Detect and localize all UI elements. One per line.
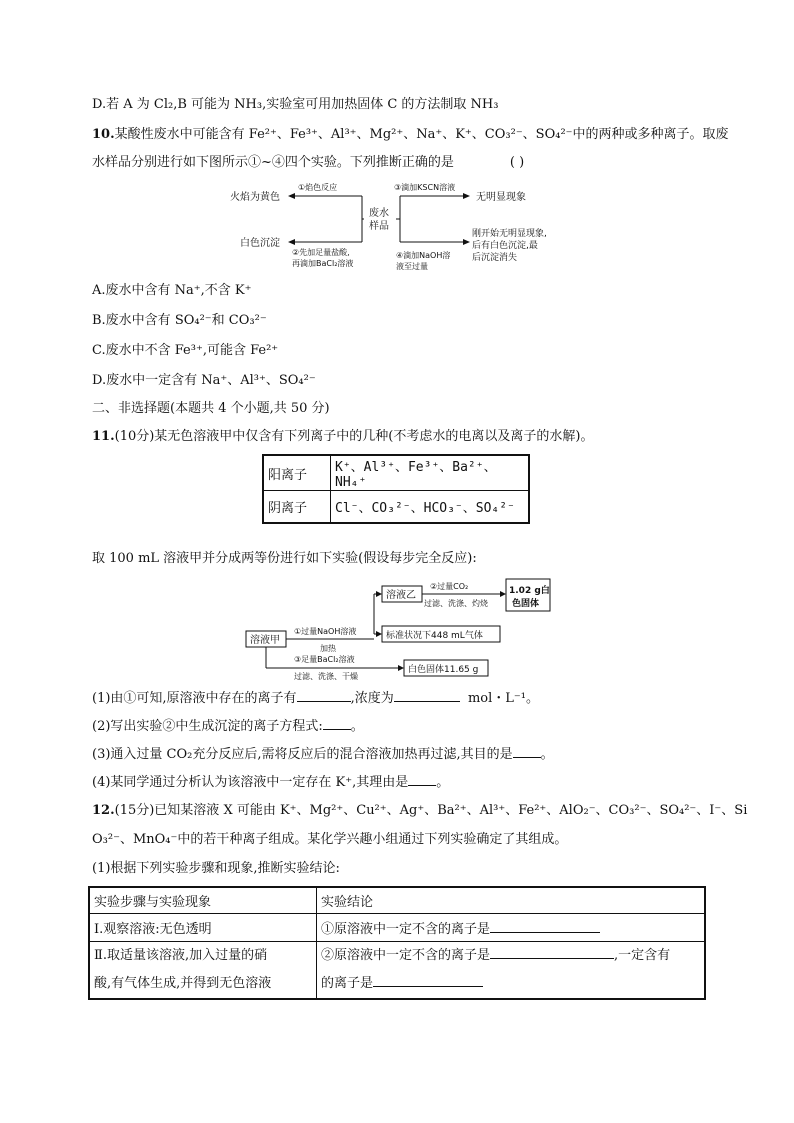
q12-row2-step-line2: 酸,有气体生成,并得到无色溶液 (94, 975, 272, 991)
q11-sub3-text: (3)通入过量 CO₂充分反应后,需将反应后的混合溶液加热再过滤,其目的是 (92, 747, 513, 762)
q10-number: 10. (92, 127, 115, 142)
q11-row2-ions: Cl⁻、CO₃²⁻、HCO₃⁻、SO₄²⁻ (331, 491, 530, 523)
q10-option-c: C.废水中不含 Fe³⁺,可能含 Fe²⁺ (92, 343, 279, 358)
q11-row1-ions: K⁺、Al³⁺、Fe³⁺、Ba²⁺、NH₄⁺ (331, 455, 530, 491)
q11-sub3-blank[interactable] (513, 744, 541, 758)
q11-ion-table (262, 454, 530, 524)
q12-row1-conclusion (317, 913, 706, 941)
q11-sub2-blank[interactable] (323, 716, 351, 730)
q12-experiment-table (88, 886, 706, 1000)
q11-sub4-text: (4)某同学通过分析认为该溶液中一定存在 K⁺,其理由是 (92, 775, 409, 790)
q10-stem-line1 (92, 126, 729, 144)
q11-stem-text: (10分)某无色溶液甲中仅含有下列离子中的几种(不考虑水的电离以及离子的水解)。 (114, 429, 594, 444)
q12-row2-conclusion (317, 941, 706, 999)
q10-exp2-label-2: 再滴加BaCl₂溶液 (292, 259, 354, 268)
q10-option-b: B.废水中含有 SO₄²⁻和 CO₃²⁻ (92, 313, 267, 328)
q11-sub4-blank[interactable] (408, 772, 436, 786)
q10-exp3-result: 无明显现象 (476, 192, 526, 203)
q11-step1-sub: 加热 (320, 644, 336, 653)
q12-sub1: (1)根据下列实验步骤和现象,推断实验结论: (92, 861, 340, 876)
q10-exp4-label-1: ④滴加NaOH溶 (396, 251, 451, 260)
q11-row1-label: 阳离子 (263, 455, 331, 491)
q11-sub2-period: 。 (350, 719, 364, 734)
q11-number: 11. (92, 429, 115, 444)
q10-stem-line2 (92, 154, 524, 172)
q10-exp4-label-2: 液至过量 (396, 262, 428, 271)
q11-sub1-text-b: ,浓度为 (350, 691, 394, 706)
q11-gas-result: 标准状况下448 mL气体 (386, 631, 483, 641)
q10-center-label-1: 废水 (369, 208, 389, 219)
q12-header-conclusion: 实验结论 (317, 887, 706, 913)
q12-row1-step: Ⅰ.观察溶液:无色透明 (89, 913, 317, 941)
q10-option-a: A.废水中含有 Na⁺,不含 K⁺ (92, 283, 252, 298)
q12-row2-text-b: ,一定含有 (614, 947, 671, 963)
q10-center-label-2: 样品 (369, 221, 389, 232)
q11-step3-sub: 过滤、洗涤、干燥 (294, 672, 358, 681)
q12-stem2: O₃²⁻、MnO₄⁻中的若干种离子组成。某化学兴趣小组通过下列实验确定了其组成。 (92, 832, 568, 847)
q11-sub3-period: 。 (540, 747, 554, 762)
q11-experiment-diagram (244, 576, 564, 682)
q12-row2-text-a: ②原溶液中一定不含的离子是 (321, 947, 491, 963)
q12-row2-blank-1[interactable] (490, 945, 614, 959)
q12-row2-step (89, 941, 317, 999)
q12-row2-text-c: 的离子是 (321, 975, 374, 991)
q11-intro: 取 100 mL 溶液甲并分成两等份进行如下实验(假设每步完全反应): (92, 551, 477, 566)
q9-option-d: D.若 A 为 Cl₂,B 可能为 NH₃,实验室可用加热固体 C 的方法制取 NH₃ (92, 97, 499, 112)
q11-solid1-line1: 1.02 g白 (509, 586, 550, 596)
q11-sub1-unit: mol・L⁻¹。 (467, 691, 539, 706)
q10-experiment-diagram (228, 176, 568, 280)
q10-option-d: D.废水中一定含有 Na⁺、Al³⁺、SO₄²⁻ (92, 373, 316, 388)
q11-step1-label: ①过量NaOH溶液 (294, 627, 357, 636)
q11-row2-label: 阴离子 (263, 491, 331, 523)
section-heading: 二、非选择题(本题共 4 个小题,共 50 分) (92, 401, 330, 416)
q12-stem1: (15分)已知某溶液 X 可能由 K⁺、Mg²⁺、Cu²⁺、Ag⁺、Ba²⁺、Al³⁺、Fe²⁺、AlO₂⁻、CO₃²⁻、SO₄²⁻、I⁻、Si (114, 803, 748, 818)
q11-sub1 (92, 688, 539, 708)
q11-sub2-text: (2)写出实验②中生成沉淀的离子方程式: (92, 719, 323, 734)
q11-step2-label: ②过量CO₂ (430, 582, 469, 591)
q10-exp1-result: 火焰为黄色 (230, 192, 280, 203)
q12-number: 12. (92, 803, 115, 818)
q11-step2-sub: 过滤、洗涤、灼烧 (424, 599, 488, 608)
q11-solution-yi: 溶液乙 (386, 590, 416, 601)
q12-row2-step-line1: Ⅱ.取适量该溶液,加入过量的硝 (94, 947, 268, 963)
q11-sub1-blank-conc[interactable] (394, 688, 460, 702)
q10-exp4-result-2: 后有白色沉淀,最 (472, 241, 538, 251)
q11-sub2 (92, 716, 364, 736)
q11-sub3 (92, 744, 554, 764)
q11-solid2-result: 白色固体11.65 g (408, 665, 479, 675)
q10-exp2-result: 白色沉淀 (240, 238, 280, 249)
q10-answer-bracket: ( ) (509, 155, 525, 170)
q11-sub4 (92, 772, 449, 792)
q10-stem2: 水样品分别进行如下图所示①~④四个实验。下列推断正确的是 (92, 155, 454, 170)
q11-solid1-line2: 色固体 (512, 599, 540, 609)
q12-header-steps: 实验步骤与实验现象 (89, 887, 317, 913)
q11-solution-jia: 溶液甲 (250, 635, 280, 646)
q11-stem (92, 428, 593, 446)
q11-sub4-period: 。 (436, 775, 450, 790)
q11-step3-label: ③足量BaCl₂溶液 (294, 655, 355, 664)
q10-exp4-result-1: 刚开始无明显现象, (472, 229, 547, 239)
q10-exp3-label: ③滴加KSCN溶液 (394, 183, 456, 192)
q12-stem-line1 (92, 802, 747, 820)
q10-exp4-result-3: 后沉淀消失 (472, 253, 518, 263)
q10-stem1: 某酸性废水中可能含有 Fe²⁺、Fe³⁺、Al³⁺、Mg²⁺、Na⁺、K⁺、CO₃²⁻、SO₄²⁻中的两种或多种离子。取废 (114, 127, 729, 142)
q11-sub1-blank-ions[interactable] (297, 688, 351, 702)
q10-exp1-label: ①焰色反应 (298, 183, 338, 192)
q12-row2-blank-2[interactable] (373, 973, 483, 987)
q12-row1-text: ①原溶液中一定不含的离子是 (321, 921, 491, 937)
q10-exp2-label-1: ②先加足量盐酸, (292, 248, 350, 257)
q12-row1-blank[interactable] (490, 919, 600, 933)
q11-sub1-text-a: (1)由①可知,原溶液中存在的离子有 (92, 691, 297, 706)
